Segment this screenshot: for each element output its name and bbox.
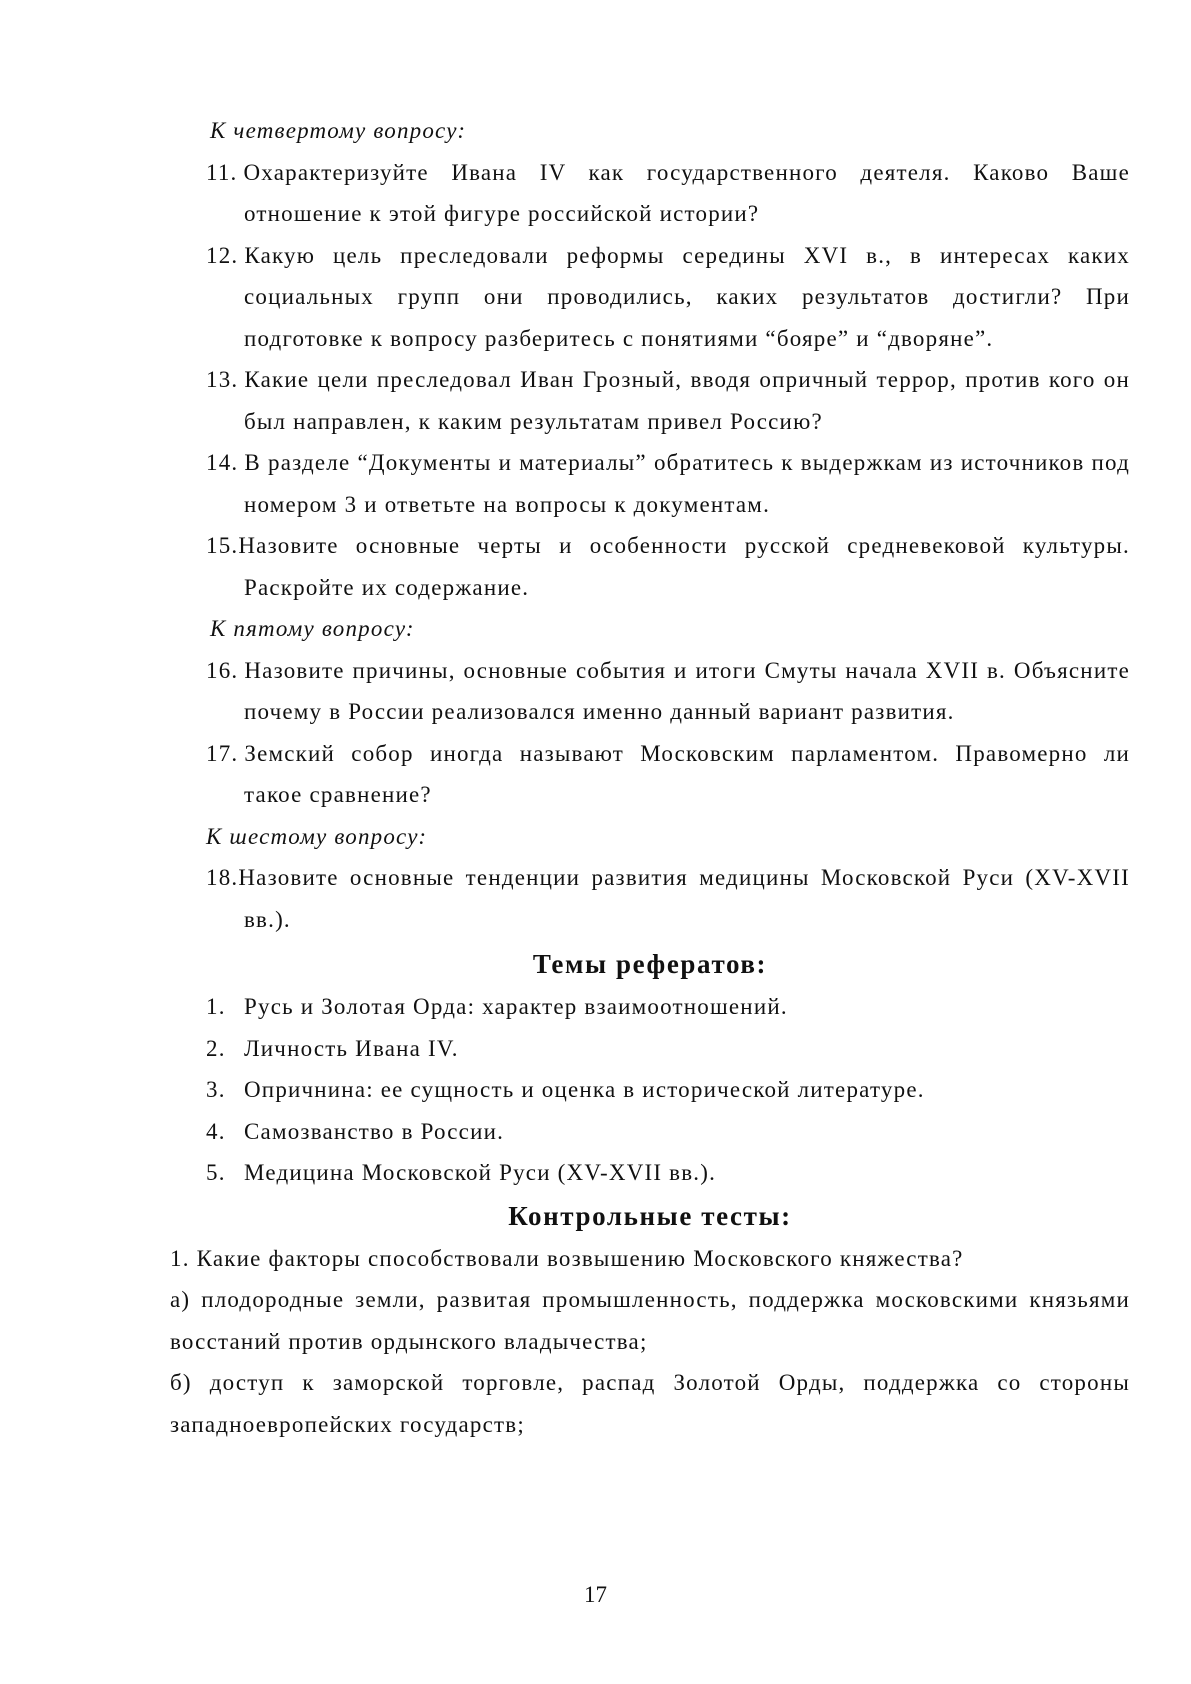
list-item	[206, 986, 1130, 1028]
test-answer-a: а) плодородные земли, развитая промышленность, поддержка московскими князьями восстаний против ордынского владычества;	[170, 1287, 1130, 1354]
topic-text: Самозванство в России.	[244, 1118, 505, 1144]
question-item-16	[206, 650, 1130, 733]
topic-text: Опричнина: ее сущность и оценка в исторической литературе.	[244, 1077, 925, 1102]
question-text: Назовите причины, основные события и итоги Смуты начала XVII в. Объясните почему в России реализовался именно данный вариант развития.	[244, 657, 1130, 724]
question-item-13	[206, 359, 1130, 442]
list-item	[206, 1069, 1130, 1111]
question-text: Какие цели преследовал Иван Грозный, вводя опричный террор, против кого он был направлен, к каким результатам привел Россию?	[244, 367, 1130, 434]
test-answer-b: б) доступ к заморской торговле, распад Золотой Орды, поддержка со стороны западноевропейских государств;	[170, 1370, 1130, 1437]
section-heading-sixth: К шестому вопросу:	[206, 823, 428, 849]
question-item-15	[206, 525, 1130, 608]
topic-number: 5.	[206, 1160, 226, 1185]
topic-number: 4.	[206, 1118, 226, 1144]
question-number: 15.	[206, 533, 239, 558]
tests-title: Контрольные тесты:	[508, 1200, 792, 1231]
topic-number: 2.	[206, 1035, 226, 1061]
question-item-12	[206, 235, 1130, 360]
question-text: Какую цель преследовали реформы середины XVI в., в интересах каких социальных групп они проводились, каких результатов достигли? При подготовке к вопросу разберитесь с понятиями “бояре” и “дворяне”.	[244, 242, 1130, 351]
question-number: 13.	[206, 367, 239, 392]
section-heading-fourth: К четвертому вопросу:	[210, 118, 467, 143]
list-item	[206, 1111, 1130, 1153]
topics-list	[206, 986, 1130, 1194]
question-number: 12.	[206, 242, 239, 268]
topic-number: 1.	[206, 994, 226, 1019]
question-text: Назовите основные тенденции развития медицины Московской Руси (XV-XVII вв.).	[238, 865, 1130, 932]
question-item-14	[206, 442, 1130, 525]
question-text: Назовите основные черты и особенности русской средневековой культуры. Раскройте их содержание.	[238, 533, 1130, 600]
question-number: 11.	[206, 159, 238, 185]
question-item-18	[206, 857, 1130, 940]
page-number: 17	[584, 1582, 607, 1607]
question-text: В разделе “Документы и материалы” обратитесь к выдержкам из источников под номером 3 и ответьте на вопросы к документам.	[244, 450, 1130, 517]
page-content	[170, 110, 1130, 1445]
topic-text: Русь и Золотая Орда: характер взаимоотношений.	[244, 994, 788, 1019]
topic-text: Личность Ивана IV.	[244, 1035, 459, 1061]
topics-title: Темы рефератов:	[532, 949, 768, 979]
topic-text: Медицина Московской Руси (XV-XVII вв.).	[244, 1160, 717, 1185]
list-item	[206, 1152, 1130, 1194]
question-number: 17.	[206, 740, 239, 766]
question-number: 18.	[206, 865, 239, 890]
question-text: Земский собор иногда называют Московским парламентом. Правомерно ли такое сравнение?	[244, 740, 1130, 807]
question-item-11	[206, 152, 1130, 235]
list-item	[206, 1028, 1130, 1070]
topic-number: 3.	[206, 1077, 226, 1102]
question-number: 14.	[206, 450, 239, 475]
question-item-17	[206, 733, 1130, 816]
section-heading-fifth: К пятому вопросу:	[210, 616, 415, 641]
question-text: Охарактеризуйте Ивана IV как государственного деятеля. Каково Ваше отношение к этой фигуре российской истории?	[243, 159, 1130, 226]
test-question: 1. Какие факторы способствовали возвышению Московского княжества?	[170, 1245, 964, 1271]
question-number: 16.	[206, 657, 239, 683]
